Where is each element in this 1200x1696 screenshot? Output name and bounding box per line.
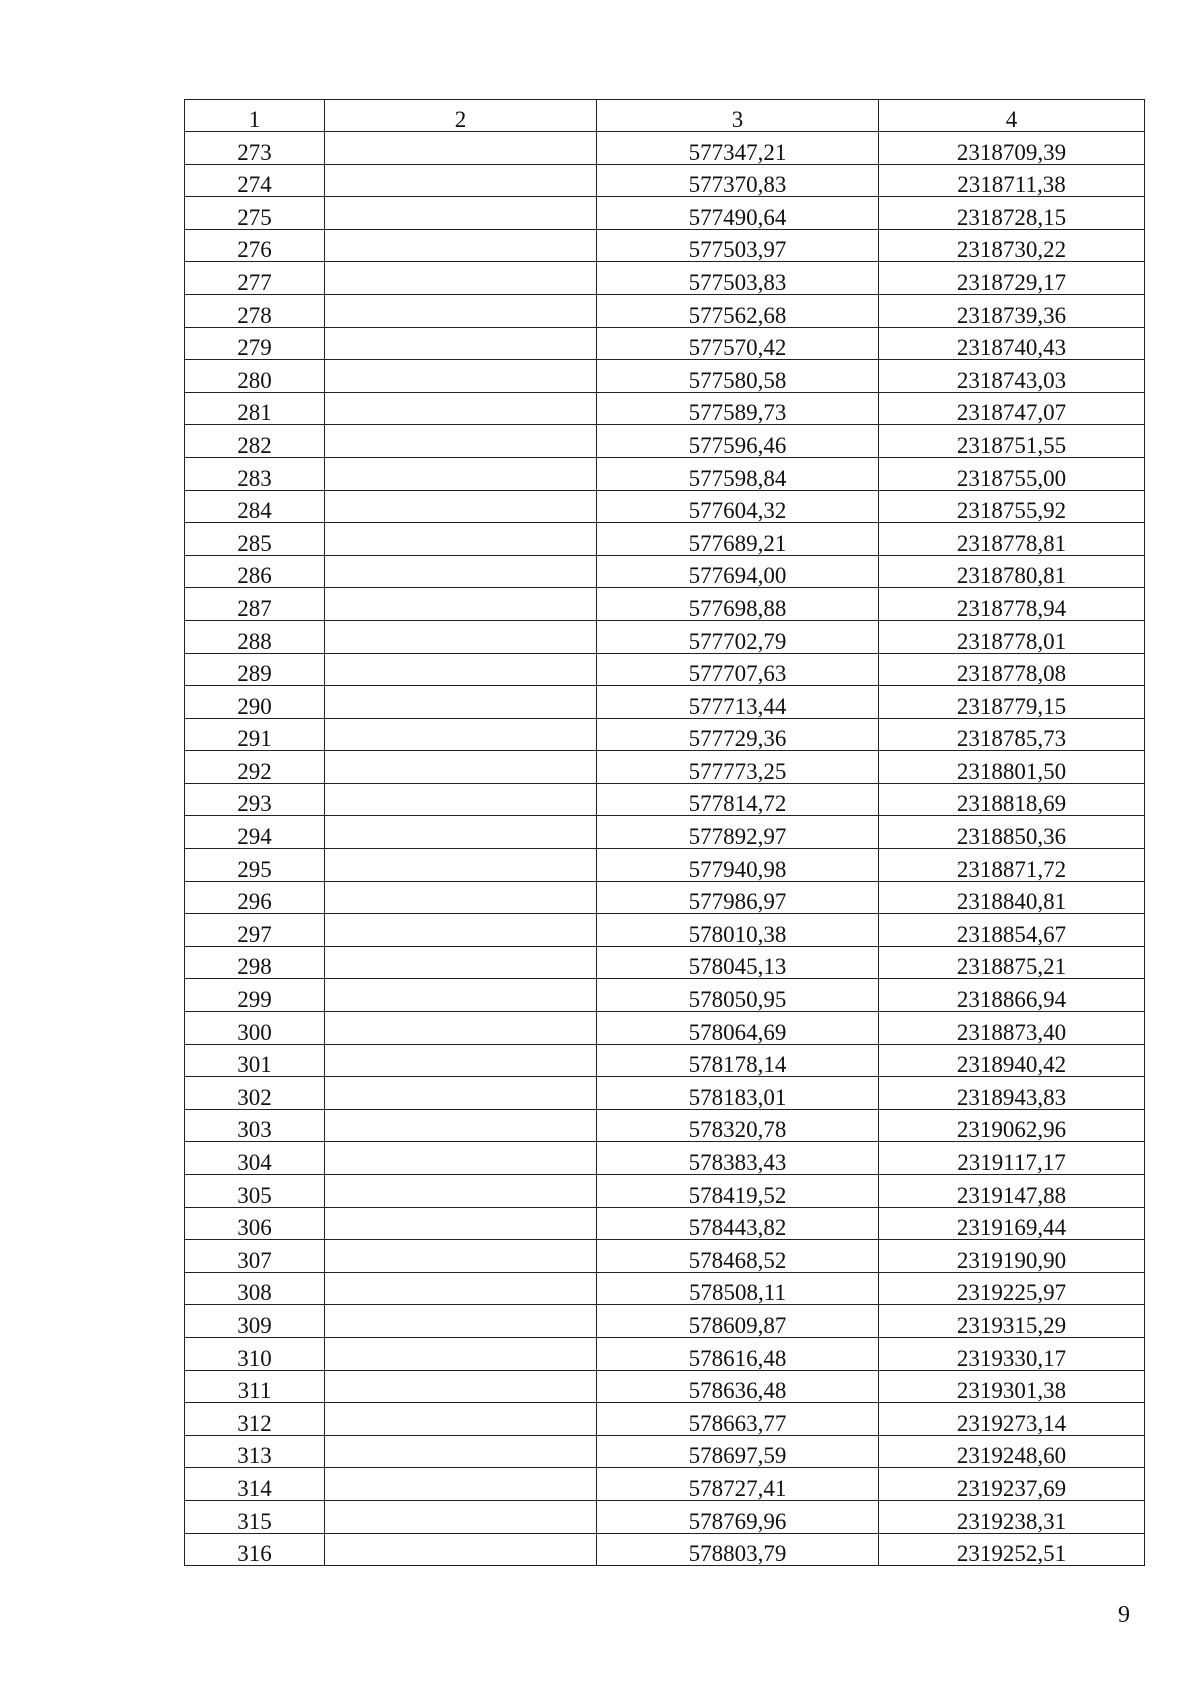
- x-coordinate-cell: 578064,69: [597, 1012, 879, 1045]
- y-coordinate-cell: 2319248,60: [879, 1435, 1145, 1468]
- y-coordinate-cell: 2318778,01: [879, 620, 1145, 653]
- y-coordinate-cell: 2318943,83: [879, 1077, 1145, 1110]
- point-number-cell: 292: [185, 751, 325, 784]
- column-header-3: 3: [597, 100, 879, 132]
- empty-cell: [325, 490, 597, 523]
- empty-cell: [325, 457, 597, 490]
- point-number-cell: 287: [185, 588, 325, 621]
- y-coordinate-cell: 2318850,36: [879, 816, 1145, 849]
- table-row: [185, 1468, 1145, 1501]
- table-row: [185, 229, 1145, 262]
- empty-cell: [325, 979, 597, 1012]
- column-header-1: 1: [185, 100, 325, 132]
- x-coordinate-cell: 577503,83: [597, 262, 879, 295]
- empty-cell: [325, 294, 597, 327]
- y-coordinate-cell: 2319147,88: [879, 1175, 1145, 1208]
- x-coordinate-cell: 577596,46: [597, 425, 879, 458]
- table-row: [185, 620, 1145, 653]
- point-number-cell: 301: [185, 1044, 325, 1077]
- y-coordinate-cell: 2318751,55: [879, 425, 1145, 458]
- table-row: [185, 1012, 1145, 1045]
- table-row: [185, 751, 1145, 784]
- x-coordinate-cell: 578769,96: [597, 1500, 879, 1533]
- x-coordinate-cell: 577694,00: [597, 555, 879, 588]
- point-number-cell: 286: [185, 555, 325, 588]
- table-row: [185, 1142, 1145, 1175]
- x-coordinate-cell: 578697,59: [597, 1435, 879, 1468]
- point-number-cell: 283: [185, 457, 325, 490]
- x-coordinate-cell: 578045,13: [597, 946, 879, 979]
- y-coordinate-cell: 2318866,94: [879, 979, 1145, 1012]
- y-coordinate-cell: 2319315,29: [879, 1305, 1145, 1338]
- table-row: [185, 1240, 1145, 1273]
- x-coordinate-cell: 577940,98: [597, 849, 879, 882]
- y-coordinate-cell: 2318940,42: [879, 1044, 1145, 1077]
- table-row: [185, 1403, 1145, 1436]
- point-number-cell: 285: [185, 523, 325, 556]
- table-row: [185, 849, 1145, 882]
- y-coordinate-cell: 2318743,03: [879, 360, 1145, 393]
- y-coordinate-cell: 2318840,81: [879, 881, 1145, 914]
- y-coordinate-cell: 2319301,38: [879, 1370, 1145, 1403]
- table-row: [185, 1077, 1145, 1110]
- point-number-cell: 314: [185, 1468, 325, 1501]
- point-number-cell: 312: [185, 1403, 325, 1436]
- x-coordinate-cell: 578508,11: [597, 1272, 879, 1305]
- point-number-cell: 313: [185, 1435, 325, 1468]
- point-number-cell: 297: [185, 914, 325, 947]
- x-coordinate-cell: 577986,97: [597, 881, 879, 914]
- column-header-4: 4: [879, 100, 1145, 132]
- point-number-cell: 305: [185, 1175, 325, 1208]
- y-coordinate-cell: 2319252,51: [879, 1533, 1145, 1566]
- empty-cell: [325, 327, 597, 360]
- x-coordinate-cell: 577729,36: [597, 718, 879, 751]
- point-number-cell: 294: [185, 816, 325, 849]
- x-coordinate-cell: 578609,87: [597, 1305, 879, 1338]
- empty-cell: [325, 620, 597, 653]
- empty-cell: [325, 588, 597, 621]
- empty-cell: [325, 1272, 597, 1305]
- point-number-cell: 289: [185, 653, 325, 686]
- column-header-2: 2: [325, 100, 597, 132]
- point-number-cell: 275: [185, 197, 325, 230]
- x-coordinate-cell: 577598,84: [597, 457, 879, 490]
- point-number-cell: 282: [185, 425, 325, 458]
- point-number-cell: 306: [185, 1207, 325, 1240]
- x-coordinate-cell: 578183,01: [597, 1077, 879, 1110]
- y-coordinate-cell: 2318778,94: [879, 588, 1145, 621]
- empty-cell: [325, 946, 597, 979]
- empty-cell: [325, 1370, 597, 1403]
- y-coordinate-cell: 2318729,17: [879, 262, 1145, 295]
- x-coordinate-cell: 578663,77: [597, 1403, 879, 1436]
- empty-cell: [325, 229, 597, 262]
- point-number-cell: 284: [185, 490, 325, 523]
- x-coordinate-cell: 578050,95: [597, 979, 879, 1012]
- point-number-cell: 279: [185, 327, 325, 360]
- y-coordinate-cell: 2318755,92: [879, 490, 1145, 523]
- empty-cell: [325, 816, 597, 849]
- table-row: [185, 946, 1145, 979]
- y-coordinate-cell: 2318873,40: [879, 1012, 1145, 1045]
- table-row: [185, 425, 1145, 458]
- empty-cell: [325, 1468, 597, 1501]
- empty-cell: [325, 1175, 597, 1208]
- table-header: [185, 100, 1145, 132]
- x-coordinate-cell: 578419,52: [597, 1175, 879, 1208]
- y-coordinate-cell: 2318778,08: [879, 653, 1145, 686]
- table-row: [185, 294, 1145, 327]
- empty-cell: [325, 1109, 597, 1142]
- x-coordinate-cell: 577589,73: [597, 392, 879, 425]
- empty-cell: [325, 1012, 597, 1045]
- point-number-cell: 288: [185, 620, 325, 653]
- point-number-cell: 316: [185, 1533, 325, 1566]
- table-row: [185, 1337, 1145, 1370]
- empty-cell: [325, 1077, 597, 1110]
- point-number-cell: 277: [185, 262, 325, 295]
- table-row: [185, 1370, 1145, 1403]
- x-coordinate-cell: 578616,48: [597, 1337, 879, 1370]
- y-coordinate-cell: 2318711,38: [879, 164, 1145, 197]
- y-coordinate-cell: 2318818,69: [879, 783, 1145, 816]
- y-coordinate-cell: 2318778,81: [879, 523, 1145, 556]
- y-coordinate-cell: 2319117,17: [879, 1142, 1145, 1175]
- point-number-cell: 307: [185, 1240, 325, 1273]
- x-coordinate-cell: 577580,58: [597, 360, 879, 393]
- table-row: [185, 164, 1145, 197]
- header-row: [185, 100, 1145, 132]
- table-row: [185, 816, 1145, 849]
- y-coordinate-cell: 2318740,43: [879, 327, 1145, 360]
- table-row: [185, 1207, 1145, 1240]
- y-coordinate-cell: 2318730,22: [879, 229, 1145, 262]
- empty-cell: [325, 1500, 597, 1533]
- empty-cell: [325, 392, 597, 425]
- x-coordinate-cell: 577713,44: [597, 686, 879, 719]
- y-coordinate-cell: 2319190,90: [879, 1240, 1145, 1273]
- x-coordinate-cell: 578010,38: [597, 914, 879, 947]
- point-number-cell: 309: [185, 1305, 325, 1338]
- x-coordinate-cell: 577773,25: [597, 751, 879, 784]
- y-coordinate-cell: 2318801,50: [879, 751, 1145, 784]
- x-coordinate-cell: 577370,83: [597, 164, 879, 197]
- point-number-cell: 295: [185, 849, 325, 882]
- table-row: [185, 523, 1145, 556]
- point-number-cell: 280: [185, 360, 325, 393]
- table-row: [185, 555, 1145, 588]
- point-number-cell: 276: [185, 229, 325, 262]
- empty-cell: [325, 849, 597, 882]
- x-coordinate-cell: 577702,79: [597, 620, 879, 653]
- point-number-cell: 293: [185, 783, 325, 816]
- x-coordinate-cell: 577698,88: [597, 588, 879, 621]
- empty-cell: [325, 425, 597, 458]
- x-coordinate-cell: 578320,78: [597, 1109, 879, 1142]
- empty-cell: [325, 751, 597, 784]
- table-row: [185, 197, 1145, 230]
- point-number-cell: 274: [185, 164, 325, 197]
- y-coordinate-cell: 2318739,36: [879, 294, 1145, 327]
- x-coordinate-cell: 577490,64: [597, 197, 879, 230]
- point-number-cell: 303: [185, 1109, 325, 1142]
- table-row: [185, 327, 1145, 360]
- table-row: [185, 1044, 1145, 1077]
- table-body: [185, 132, 1145, 1566]
- y-coordinate-cell: 2319237,69: [879, 1468, 1145, 1501]
- empty-cell: [325, 1435, 597, 1468]
- table-row: [185, 1500, 1145, 1533]
- table-row: [185, 686, 1145, 719]
- table-row: [185, 881, 1145, 914]
- y-coordinate-cell: 2319330,17: [879, 1337, 1145, 1370]
- table-row: [185, 783, 1145, 816]
- y-coordinate-cell: 2318875,21: [879, 946, 1145, 979]
- point-number-cell: 296: [185, 881, 325, 914]
- y-coordinate-cell: 2318747,07: [879, 392, 1145, 425]
- point-number-cell: 281: [185, 392, 325, 425]
- y-coordinate-cell: 2318709,39: [879, 132, 1145, 165]
- y-coordinate-cell: 2319238,31: [879, 1500, 1145, 1533]
- table-row: [185, 1435, 1145, 1468]
- point-number-cell: 304: [185, 1142, 325, 1175]
- point-number-cell: 299: [185, 979, 325, 1012]
- y-coordinate-cell: 2318785,73: [879, 718, 1145, 751]
- x-coordinate-cell: 577503,97: [597, 229, 879, 262]
- table-row: [185, 1305, 1145, 1338]
- table-row: [185, 262, 1145, 295]
- y-coordinate-cell: 2319225,97: [879, 1272, 1145, 1305]
- point-number-cell: 298: [185, 946, 325, 979]
- empty-cell: [325, 686, 597, 719]
- x-coordinate-cell: 577562,68: [597, 294, 879, 327]
- empty-cell: [325, 1305, 597, 1338]
- x-coordinate-cell: 577347,21: [597, 132, 879, 165]
- empty-cell: [325, 881, 597, 914]
- x-coordinate-cell: 577707,63: [597, 653, 879, 686]
- empty-cell: [325, 1403, 597, 1436]
- y-coordinate-cell: 2318854,67: [879, 914, 1145, 947]
- empty-cell: [325, 1240, 597, 1273]
- empty-cell: [325, 1044, 597, 1077]
- y-coordinate-cell: 2319062,96: [879, 1109, 1145, 1142]
- table-row: [185, 1533, 1145, 1566]
- empty-cell: [325, 718, 597, 751]
- point-number-cell: 290: [185, 686, 325, 719]
- table-row: [185, 588, 1145, 621]
- table-row: [185, 132, 1145, 165]
- empty-cell: [325, 360, 597, 393]
- table-row: [185, 1272, 1145, 1305]
- y-coordinate-cell: 2319169,44: [879, 1207, 1145, 1240]
- point-number-cell: 311: [185, 1370, 325, 1403]
- point-number-cell: 273: [185, 132, 325, 165]
- x-coordinate-cell: 578636,48: [597, 1370, 879, 1403]
- table-row: [185, 360, 1145, 393]
- empty-cell: [325, 1142, 597, 1175]
- coordinates-table: [184, 99, 1145, 1566]
- table-row: [185, 490, 1145, 523]
- empty-cell: [325, 555, 597, 588]
- x-coordinate-cell: 578727,41: [597, 1468, 879, 1501]
- x-coordinate-cell: 577604,32: [597, 490, 879, 523]
- y-coordinate-cell: 2318871,72: [879, 849, 1145, 882]
- x-coordinate-cell: 577814,72: [597, 783, 879, 816]
- x-coordinate-cell: 577892,97: [597, 816, 879, 849]
- point-number-cell: 315: [185, 1500, 325, 1533]
- table-row: [185, 979, 1145, 1012]
- table-row: [185, 1109, 1145, 1142]
- table-row: [185, 653, 1145, 686]
- x-coordinate-cell: 578468,52: [597, 1240, 879, 1273]
- x-coordinate-cell: 578443,82: [597, 1207, 879, 1240]
- y-coordinate-cell: 2318755,00: [879, 457, 1145, 490]
- x-coordinate-cell: 577689,21: [597, 523, 879, 556]
- empty-cell: [325, 523, 597, 556]
- empty-cell: [325, 1533, 597, 1566]
- empty-cell: [325, 132, 597, 165]
- point-number-cell: 291: [185, 718, 325, 751]
- x-coordinate-cell: 577570,42: [597, 327, 879, 360]
- x-coordinate-cell: 578383,43: [597, 1142, 879, 1175]
- table-row: [185, 392, 1145, 425]
- table-row: [185, 1175, 1145, 1208]
- y-coordinate-cell: 2318780,81: [879, 555, 1145, 588]
- empty-cell: [325, 1207, 597, 1240]
- empty-cell: [325, 197, 597, 230]
- point-number-cell: 300: [185, 1012, 325, 1045]
- empty-cell: [325, 164, 597, 197]
- table-row: [185, 718, 1145, 751]
- empty-cell: [325, 1337, 597, 1370]
- point-number-cell: 310: [185, 1337, 325, 1370]
- empty-cell: [325, 262, 597, 295]
- y-coordinate-cell: 2318728,15: [879, 197, 1145, 230]
- table-row: [185, 914, 1145, 947]
- x-coordinate-cell: 578803,79: [597, 1533, 879, 1566]
- table-row: [185, 457, 1145, 490]
- y-coordinate-cell: 2318779,15: [879, 686, 1145, 719]
- y-coordinate-cell: 2319273,14: [879, 1403, 1145, 1436]
- empty-cell: [325, 653, 597, 686]
- x-coordinate-cell: 578178,14: [597, 1044, 879, 1077]
- page-number: 9: [1118, 1602, 1130, 1628]
- point-number-cell: 278: [185, 294, 325, 327]
- empty-cell: [325, 914, 597, 947]
- empty-cell: [325, 783, 597, 816]
- point-number-cell: 308: [185, 1272, 325, 1305]
- point-number-cell: 302: [185, 1077, 325, 1110]
